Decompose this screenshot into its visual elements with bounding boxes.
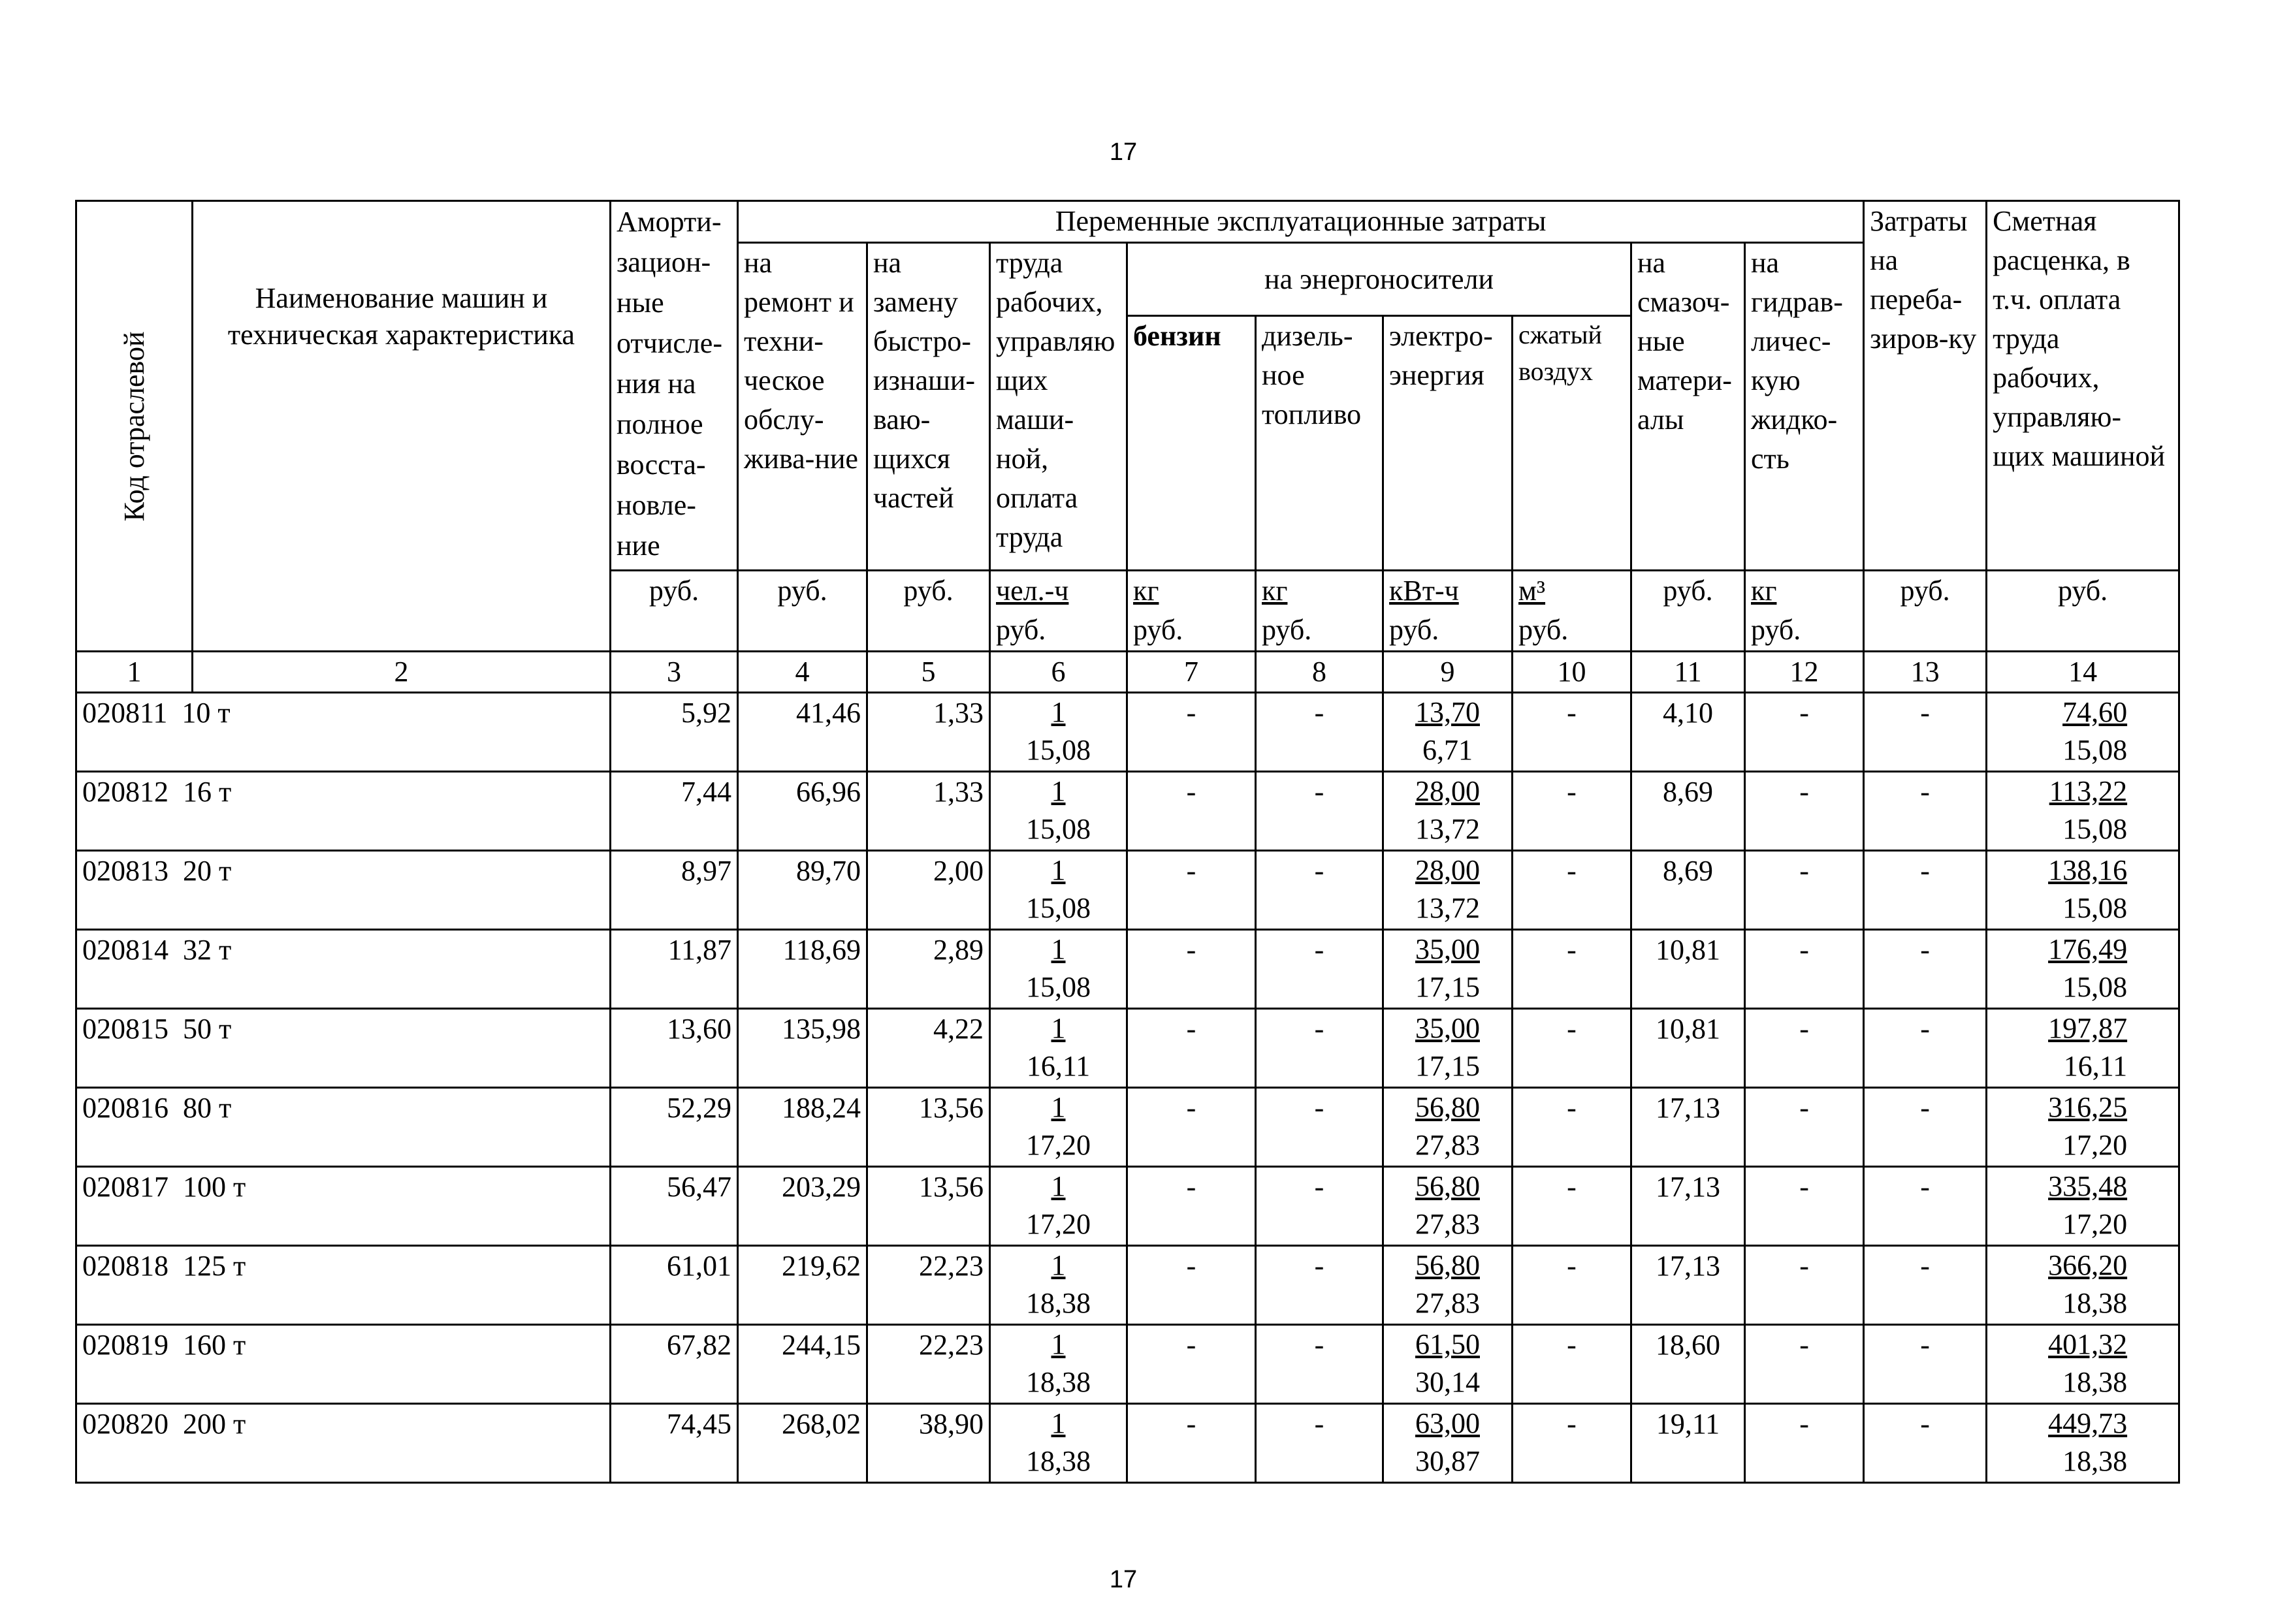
cell-repair: 118,69 (738, 930, 867, 1009)
cell-compressed-air: - (1513, 1167, 1631, 1246)
cell-diesel: - (1256, 772, 1383, 851)
machine-code: 020814 (82, 934, 168, 966)
cell-repair: 268,02 (738, 1404, 867, 1483)
machine-name: 125 т (183, 1250, 246, 1282)
cell-amortization: 11,87 (611, 930, 738, 1009)
unit-c8: кг руб. (1256, 571, 1383, 652)
cell-hydraulic: - (1745, 1246, 1864, 1325)
cell-lubricants: 17,13 (1631, 1167, 1745, 1246)
cell-diesel: - (1256, 930, 1383, 1009)
header-rebase: Затраты на переба-зиров-ку (1864, 201, 1987, 571)
table-row (76, 1404, 2179, 1483)
cell-amortization: 5,92 (611, 693, 738, 772)
cell-amortization: 56,47 (611, 1167, 738, 1246)
column-number: 11 (1631, 652, 1745, 693)
cell-repair: 244,15 (738, 1325, 867, 1404)
cell-rebase: - (1864, 1325, 1987, 1404)
header-petrol: бензин (1127, 316, 1256, 571)
cell-parts: 13,56 (867, 1167, 990, 1246)
cell-electricity: 56,80 27,83 (1383, 1246, 1513, 1325)
column-number: 6 (990, 652, 1127, 693)
cell-rebase: - (1864, 851, 1987, 930)
cell-compressed-air: - (1513, 1088, 1631, 1167)
cell-petrol: - (1127, 693, 1256, 772)
cell-repair: 188,24 (738, 1088, 867, 1167)
header-code: Код отраслевой (76, 201, 193, 652)
cell-lubricants: 10,81 (1631, 930, 1745, 1009)
cell-petrol: - (1127, 1246, 1256, 1325)
cell-compressed-air: - (1513, 772, 1631, 851)
cell-petrol: - (1127, 930, 1256, 1009)
table-row (76, 693, 2179, 772)
cell-parts: 13,56 (867, 1088, 990, 1167)
cell-parts: 1,33 (867, 693, 990, 772)
cell-rebase: - (1864, 1009, 1987, 1088)
cell-amortization: 52,29 (611, 1088, 738, 1167)
header-estimate: Сметная расценка, в т.ч. оплата труда рабочих, управляю-щих машиной (1987, 201, 2179, 571)
column-number: 5 (867, 652, 990, 693)
cell-diesel: - (1256, 851, 1383, 930)
cell-lubricants: 17,13 (1631, 1088, 1745, 1167)
header-hydraulic: на гидрав-личес-кую жидко-сть (1745, 243, 1864, 571)
unit-c5: руб. (867, 571, 990, 652)
cell-electricity: 35,00 17,15 (1383, 1009, 1513, 1088)
cell-compressed-air: - (1513, 1246, 1631, 1325)
cell-labor: 1 15,08 (990, 851, 1127, 930)
machine-name: 100 т (183, 1171, 246, 1203)
column-number: 4 (738, 652, 867, 693)
cell-hydraulic: - (1745, 1325, 1864, 1404)
cell-labor: 1 15,08 (990, 772, 1127, 851)
cell-electricity: 56,80 27,83 (1383, 1088, 1513, 1167)
unit-c3: руб. (611, 571, 738, 652)
machine-code: 020818 (82, 1250, 168, 1282)
cell-repair: 66,96 (738, 772, 867, 851)
cell-diesel: - (1256, 1167, 1383, 1246)
cell-repair: 89,70 (738, 851, 867, 930)
cell-diesel: - (1256, 1246, 1383, 1325)
cell-lubricants: 17,13 (1631, 1246, 1745, 1325)
cell-compressed-air: - (1513, 1325, 1631, 1404)
unit-c13: руб. (1864, 571, 1987, 652)
machine-name: 32 т (183, 934, 232, 966)
cell-hydraulic: - (1745, 1404, 1864, 1483)
cell-electricity: 13,70 6,71 (1383, 693, 1513, 772)
column-number: 2 (193, 652, 611, 693)
cell-estimate: 401,32 18,38 (1987, 1325, 2179, 1404)
cell-hydraulic: - (1745, 930, 1864, 1009)
cell-lubricants: 18,60 (1631, 1325, 1745, 1404)
cell-hydraulic: - (1745, 851, 1864, 930)
cell-petrol: - (1127, 851, 1256, 930)
header-name: Наименование машин и техническая характеристика (193, 201, 611, 652)
unit-c14: руб. (1987, 571, 2179, 652)
cell-hydraulic: - (1745, 1088, 1864, 1167)
row-code-name (76, 851, 611, 930)
unit-c12: кг руб. (1745, 571, 1864, 652)
column-number: 14 (1987, 652, 2179, 693)
cell-hydraulic: - (1745, 772, 1864, 851)
header-amortization: Аморти-зацион-ные отчисле-ния на полное восста-новле-ние (611, 201, 738, 571)
header-diesel: дизель-ное топливо (1256, 316, 1383, 571)
cell-petrol: - (1127, 1404, 1256, 1483)
cell-rebase: - (1864, 1246, 1987, 1325)
column-numbers-row (76, 652, 2179, 693)
row-code-name (76, 1325, 611, 1404)
row-code-name (76, 1009, 611, 1088)
cell-diesel: - (1256, 1404, 1383, 1483)
cell-lubricants: 8,69 (1631, 772, 1745, 851)
machine-code: 020820 (82, 1408, 168, 1440)
cell-parts: 1,33 (867, 772, 990, 851)
header-variable-costs: Переменные эксплуатационные затраты (738, 201, 1864, 243)
row-code-name (76, 1088, 611, 1167)
cell-rebase: - (1864, 772, 1987, 851)
column-number: 10 (1513, 652, 1631, 693)
cell-petrol: - (1127, 1088, 1256, 1167)
cell-parts: 4,22 (867, 1009, 990, 1088)
cell-electricity: 35,00 17,15 (1383, 930, 1513, 1009)
unit-c10: м³ руб. (1513, 571, 1631, 652)
table-row (76, 930, 2179, 1009)
cell-diesel: - (1256, 1325, 1383, 1404)
cell-electricity: 56,80 27,83 (1383, 1167, 1513, 1246)
table-row (76, 1246, 2179, 1325)
header-parts: на замену быстро-изнаши-ваю-щихся частей (867, 243, 990, 571)
table-row (76, 851, 2179, 930)
machine-rates-table (75, 200, 2180, 1484)
column-number: 3 (611, 652, 738, 693)
cell-amortization: 74,45 (611, 1404, 738, 1483)
table-row (76, 1088, 2179, 1167)
cell-repair: 41,46 (738, 693, 867, 772)
machine-name: 16 т (183, 776, 232, 808)
cell-estimate: 449,73 18,38 (1987, 1404, 2179, 1483)
header-repair: на ремонт и техни-ческое обслу-жива-ние (738, 243, 867, 571)
cell-petrol: - (1127, 772, 1256, 851)
cell-rebase: - (1864, 693, 1987, 772)
machine-name: 10 т (182, 697, 231, 729)
cell-compressed-air: - (1513, 1009, 1631, 1088)
cell-estimate: 74,60 15,08 (1987, 693, 2179, 772)
column-number: 13 (1864, 652, 1987, 693)
machine-name: 160 т (183, 1329, 246, 1361)
header-electricity: электро-энергия (1383, 316, 1513, 571)
table-row (76, 1009, 2179, 1088)
table-row (76, 772, 2179, 851)
machine-code: 020813 (82, 855, 168, 887)
unit-c4: руб. (738, 571, 867, 652)
machine-name: 50 т (183, 1013, 232, 1045)
cell-amortization: 13,60 (611, 1009, 738, 1088)
machine-name: 80 т (183, 1092, 232, 1124)
page-number-bottom: 17 (1109, 1566, 1138, 1593)
machine-code: 020811 (82, 697, 168, 729)
cell-labor: 1 18,38 (990, 1325, 1127, 1404)
cell-labor: 1 18,38 (990, 1404, 1127, 1483)
row-code-name (76, 693, 611, 772)
unit-c6: чел.-ч руб. (990, 571, 1127, 652)
row-code-name (76, 1167, 611, 1246)
cell-amortization: 67,82 (611, 1325, 738, 1404)
cell-estimate: 335,48 17,20 (1987, 1167, 2179, 1246)
column-number: 7 (1127, 652, 1256, 693)
cell-amortization: 7,44 (611, 772, 738, 851)
cell-parts: 22,23 (867, 1246, 990, 1325)
cell-labor: 1 17,20 (990, 1088, 1127, 1167)
cell-rebase: - (1864, 1088, 1987, 1167)
cell-electricity: 61,50 30,14 (1383, 1325, 1513, 1404)
machine-name: 200 т (183, 1408, 246, 1440)
cell-rebase: - (1864, 930, 1987, 1009)
cell-parts: 2,00 (867, 851, 990, 930)
machine-code: 020819 (82, 1329, 168, 1361)
cell-estimate: 366,20 18,38 (1987, 1246, 2179, 1325)
table-row (76, 1325, 2179, 1404)
cell-compressed-air: - (1513, 930, 1631, 1009)
column-number: 1 (76, 652, 193, 693)
cell-parts: 38,90 (867, 1404, 990, 1483)
cell-labor: 1 15,08 (990, 693, 1127, 772)
cell-amortization: 8,97 (611, 851, 738, 930)
header-energy: на энергоносители (1127, 243, 1631, 316)
unit-c7: кг руб. (1127, 571, 1256, 652)
cell-lubricants: 19,11 (1631, 1404, 1745, 1483)
cell-petrol: - (1127, 1167, 1256, 1246)
cell-electricity: 28,00 13,72 (1383, 772, 1513, 851)
cell-hydraulic: - (1745, 1167, 1864, 1246)
cell-lubricants: 10,81 (1631, 1009, 1745, 1088)
cell-estimate: 176,49 15,08 (1987, 930, 2179, 1009)
cell-diesel: - (1256, 693, 1383, 772)
cell-hydraulic: - (1745, 693, 1864, 772)
cell-compressed-air: - (1513, 1404, 1631, 1483)
cell-labor: 1 15,08 (990, 930, 1127, 1009)
cell-lubricants: 8,69 (1631, 851, 1745, 930)
row-code-name (76, 930, 611, 1009)
machine-name: 20 т (183, 855, 232, 887)
cell-parts: 22,23 (867, 1325, 990, 1404)
machine-code: 020812 (82, 776, 168, 808)
cell-compressed-air: - (1513, 851, 1631, 930)
cell-labor: 1 18,38 (990, 1246, 1127, 1325)
column-number: 9 (1383, 652, 1513, 693)
cell-parts: 2,89 (867, 930, 990, 1009)
cell-diesel: - (1256, 1009, 1383, 1088)
page-number-top: 17 (1109, 138, 1138, 166)
cell-labor: 1 16,11 (990, 1009, 1127, 1088)
cell-repair: 203,29 (738, 1167, 867, 1246)
row-code-name (76, 1246, 611, 1325)
machine-code: 020817 (82, 1171, 168, 1203)
cell-rebase: - (1864, 1404, 1987, 1483)
cell-hydraulic: - (1745, 1009, 1864, 1088)
unit-c11: руб. (1631, 571, 1745, 652)
cell-lubricants: 4,10 (1631, 693, 1745, 772)
header-labor: труда рабочих, управляю щих маши-ной, оплата труда (990, 243, 1127, 571)
cell-estimate: 113,22 15,08 (1987, 772, 2179, 851)
cell-labor: 1 17,20 (990, 1167, 1127, 1246)
machine-code: 020816 (82, 1092, 168, 1124)
cell-petrol: - (1127, 1009, 1256, 1088)
cell-rebase: - (1864, 1167, 1987, 1246)
machine-code: 020815 (82, 1013, 168, 1045)
cell-electricity: 63,00 30,87 (1383, 1404, 1513, 1483)
cell-electricity: 28,00 13,72 (1383, 851, 1513, 930)
column-number: 8 (1256, 652, 1383, 693)
unit-c9: кВт-ч руб. (1383, 571, 1513, 652)
cell-amortization: 61,01 (611, 1246, 738, 1325)
cell-repair: 135,98 (738, 1009, 867, 1088)
cell-diesel: - (1256, 1088, 1383, 1167)
cell-estimate: 316,25 17,20 (1987, 1088, 2179, 1167)
header-lubricants: на смазоч-ные матери-алы (1631, 243, 1745, 571)
column-number: 12 (1745, 652, 1864, 693)
cell-petrol: - (1127, 1325, 1256, 1404)
cell-estimate: 138,16 15,08 (1987, 851, 2179, 930)
row-code-name (76, 1404, 611, 1483)
row-code-name (76, 772, 611, 851)
table-row (76, 1167, 2179, 1246)
cell-repair: 219,62 (738, 1246, 867, 1325)
cell-estimate: 197,87 16,11 (1987, 1009, 2179, 1088)
cell-compressed-air: - (1513, 693, 1631, 772)
header-compressed-air: сжатый воздух (1513, 316, 1631, 571)
